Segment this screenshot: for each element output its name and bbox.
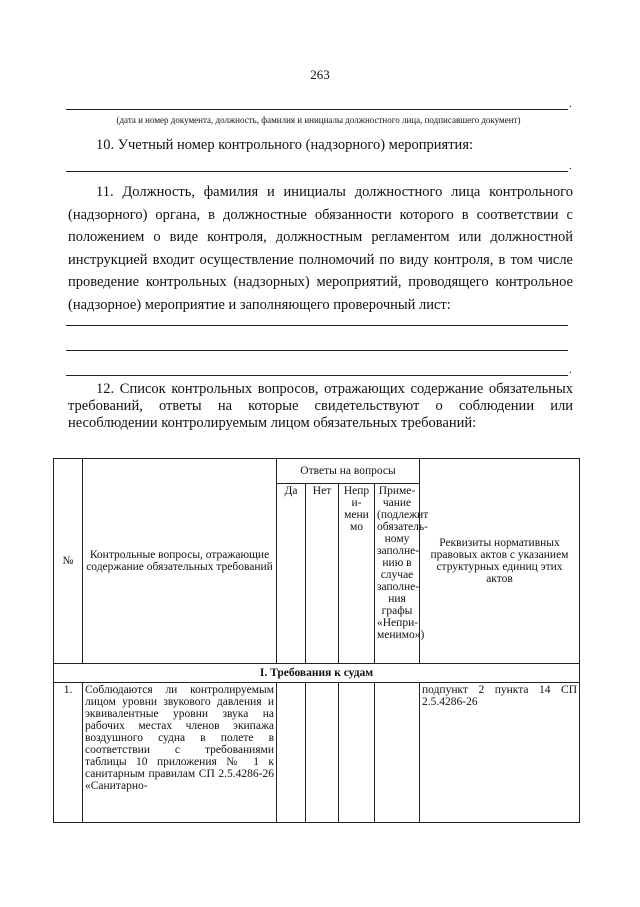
item-11-fill-line-1 <box>66 325 568 326</box>
header-not-applicable: Непр и- мени мо <box>339 484 375 664</box>
page-number: 263 <box>310 67 330 82</box>
header-yes: Да <box>277 484 306 664</box>
row-na-cell[interactable] <box>339 683 375 823</box>
checklist-table <box>53 458 580 823</box>
signature-caption: (дата и номер документа, должность, фамилия и инициалы должностного лица, подписавшего документ) <box>116 115 521 125</box>
item-11-text: 11. Должность, фамилия и инициалы должностного лица контрольного (надзорного) органа, в должностные обязанности которого в соответствии с положением о виде контроля, должностным регламентом или должностной инструкцией входит осуществление полномочий по виду контроля, в том числе проведение контрольных (надзорных) мероприятий, проводящего контрольное (надзорное) мероприятие и заполняющего проверочный лист: <box>68 184 573 313</box>
row-num: 1. <box>54 683 83 823</box>
header-requisites: Реквизиты нормативных правовых актов с указанием структурных единиц этих актов <box>420 459 580 664</box>
item-12-text: 12. Список контрольных вопросов, отражающих содержание обязательных требований, ответы на которые свидетельствуют о соблюдении или несоблюдении контролируемым лицом обязательных требований: <box>68 381 573 431</box>
line-end-dot: . <box>569 160 572 172</box>
row-note-cell[interactable] <box>375 683 420 823</box>
item-11-fill-line-3 <box>66 375 568 376</box>
row-question: Соблюдаются ли контролируемым лицом уровни звукового давления и эквивалентные уровни звука на рабочих местах членов экипажа воздушного судна в полете в соответствии с требованиями таблицы 10 приложения № 1 к санитарным правилам СП 2.5.4286-26 «Санитарно- <box>83 683 277 823</box>
item-10-text: 10. Учетный номер контрольного (надзорного) мероприятия: <box>96 137 474 153</box>
line-end-dot: . <box>569 98 572 110</box>
header-note: Приме- чание (подлежит обязатель- ному заполне- нию в случае заполне- ния графы «Непри- менимо») <box>375 484 420 664</box>
header-num: № <box>54 459 83 664</box>
line-end-dot: . <box>569 364 572 376</box>
header-question: Контрольные вопросы, отражающие содержание обязательных требований <box>83 459 277 664</box>
section-row <box>54 664 580 683</box>
table-header-row <box>54 459 580 484</box>
header-answers: Ответы на вопросы <box>277 459 420 484</box>
signature-line <box>66 109 568 110</box>
row-no-cell[interactable] <box>306 683 339 823</box>
row-requisites: подпункт 2 пункта 14 СП 2.5.4286-26 <box>420 683 580 823</box>
section-title: I. Требования к судам <box>54 664 580 683</box>
item-11-fill-line-2 <box>66 350 568 351</box>
header-no: Нет <box>306 484 339 664</box>
item-10-fill-line <box>66 171 568 172</box>
table-row <box>54 683 580 823</box>
row-yes-cell[interactable] <box>277 683 306 823</box>
